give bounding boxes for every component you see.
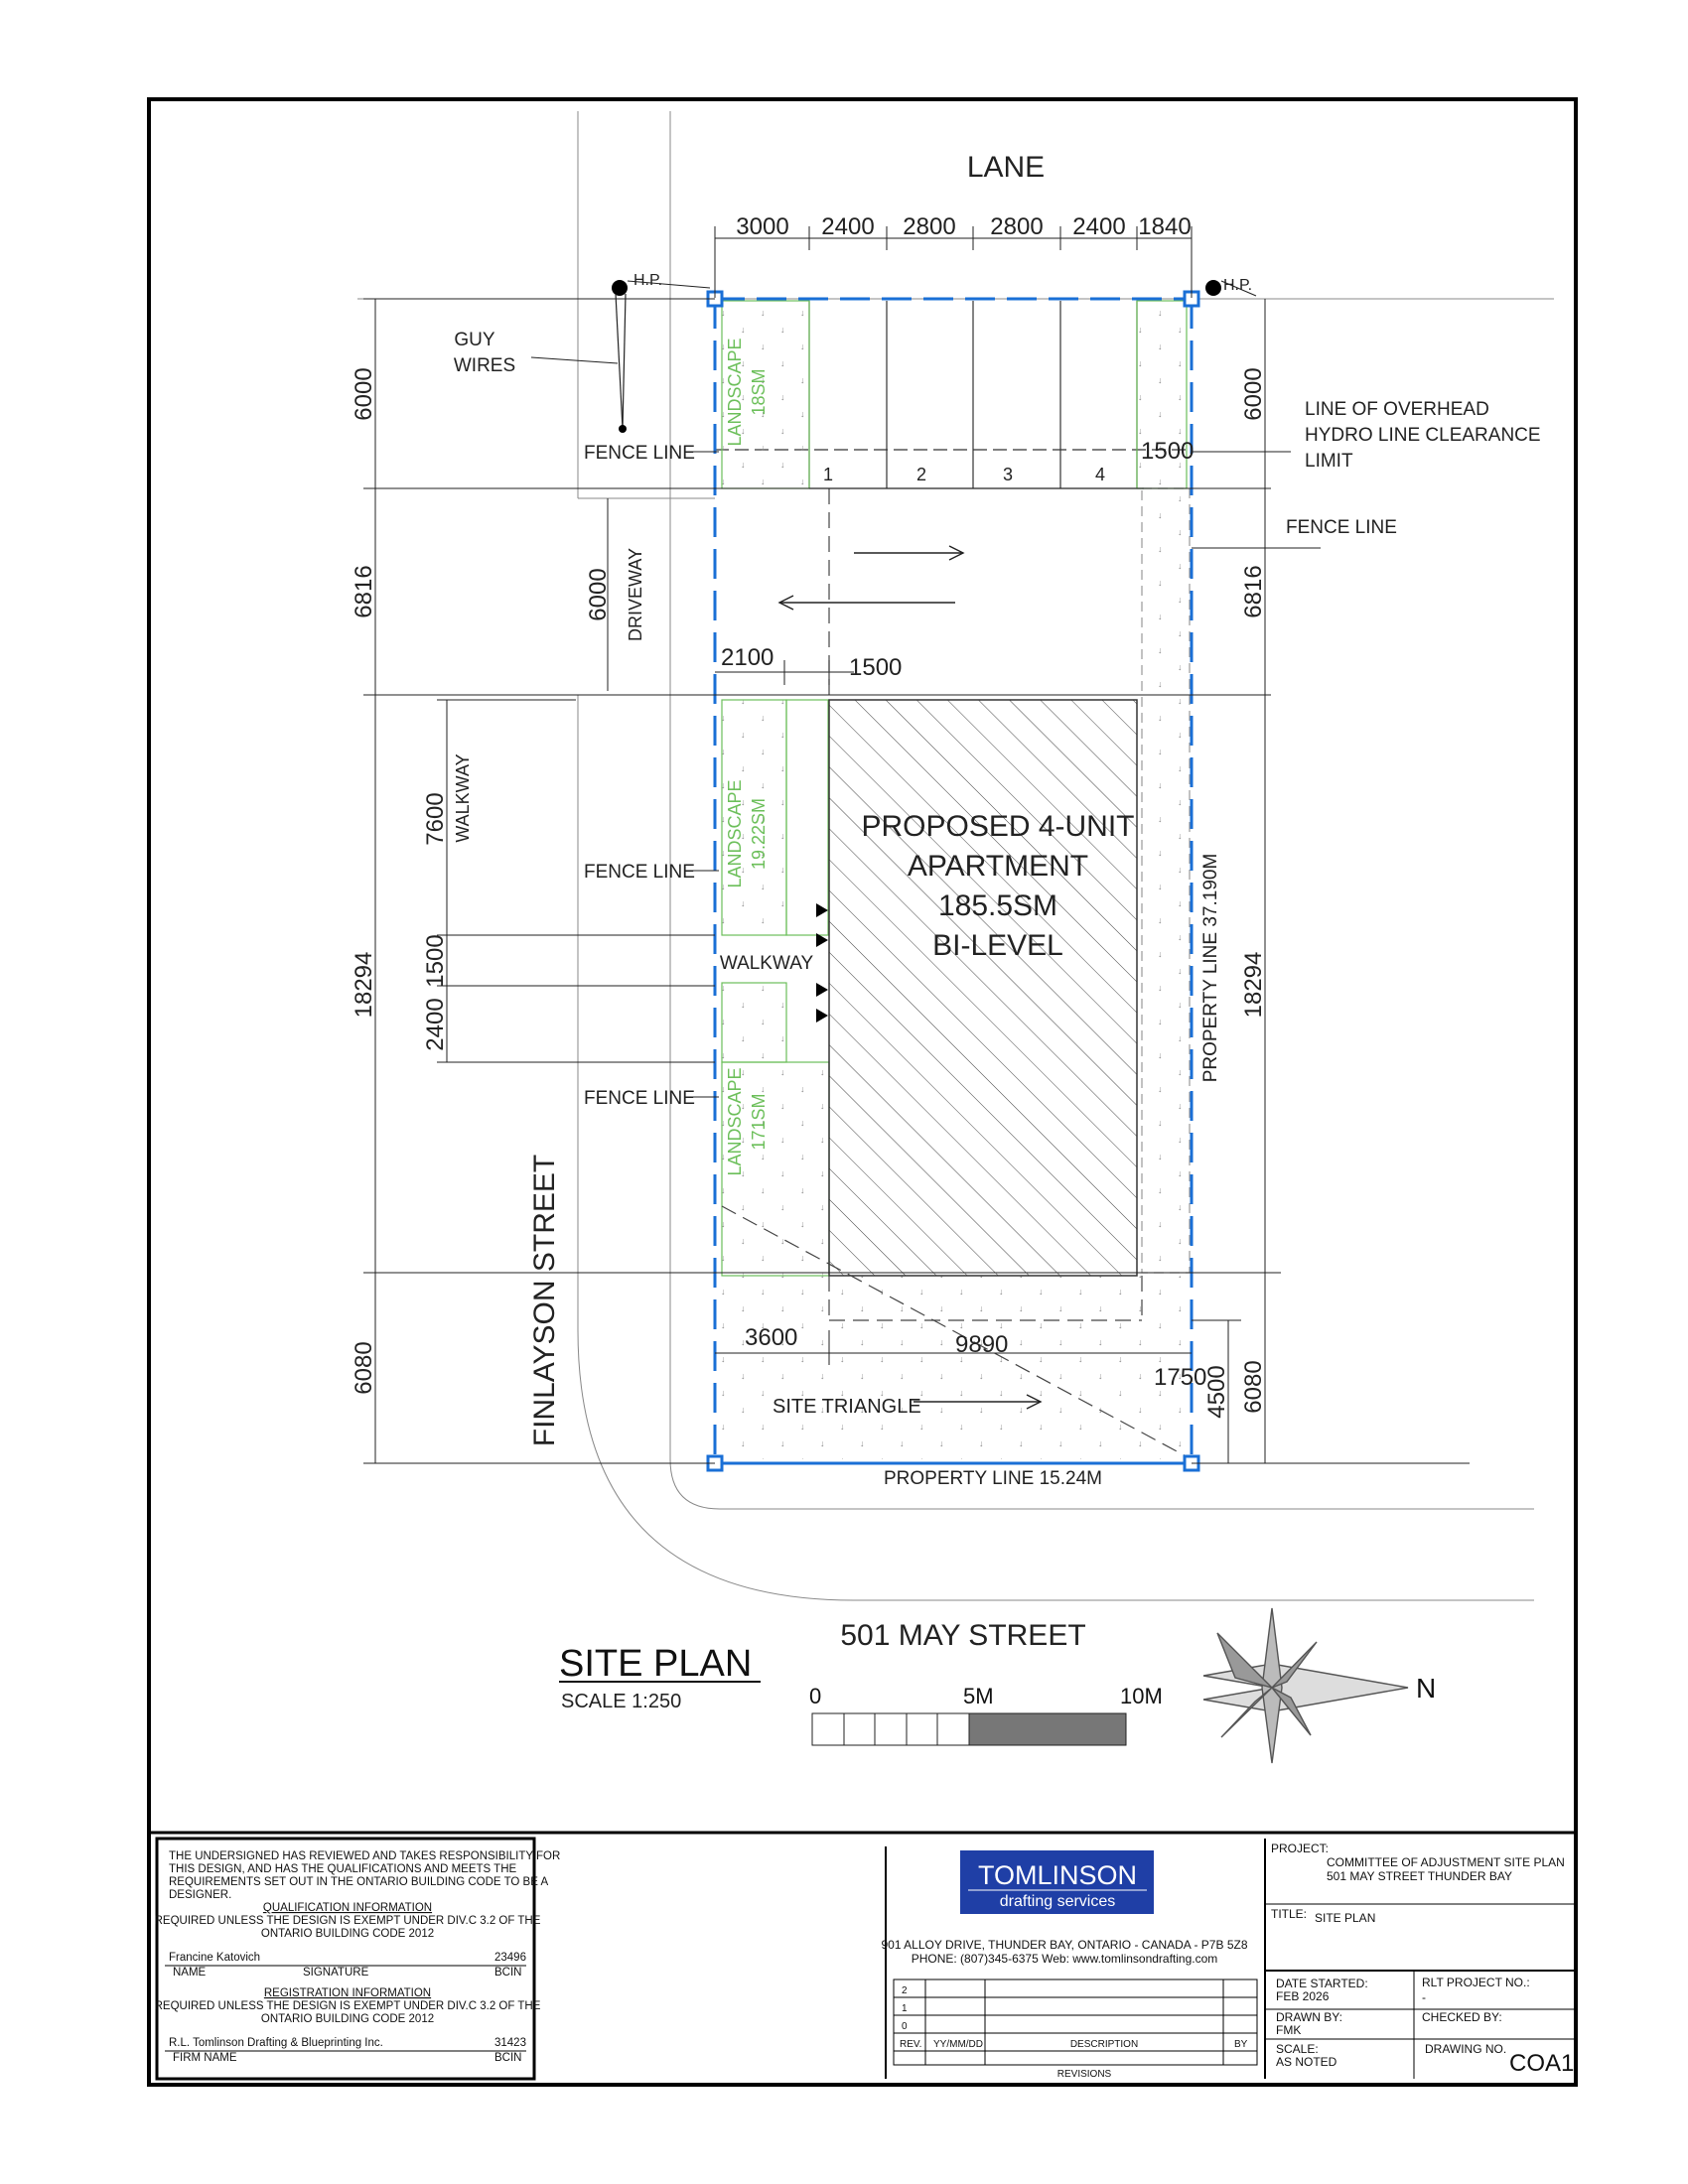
building-label-line3: 185.5SM — [937, 889, 1058, 922]
dim-left-6816: 6816 — [351, 565, 377, 618]
rev-row-0: 0 — [902, 2021, 908, 2032]
property-line-front-label: PROPERTY LINE 15.24M — [883, 1468, 1103, 1489]
site-triangle-label: SITE TRIANGLE — [773, 1396, 921, 1418]
proposed-building — [829, 700, 1137, 1276]
top-dim-5: 2400 — [1072, 213, 1126, 240]
overhead-line-label-1: LINE OF OVERHEAD — [1305, 399, 1489, 420]
drawing-number: COA1 — [1509, 2050, 1575, 2077]
drawn-by-value: FMK — [1276, 2023, 1302, 2037]
scale-label: SCALE 1:250 — [561, 1691, 682, 1712]
qualification-heading: QUALIFICATION INFORMATION — [262, 1902, 433, 1914]
stall-1-label: 1 — [823, 465, 834, 484]
dim-right-18294: 18294 — [1240, 951, 1267, 1019]
dim-1750: 1750 — [1154, 1364, 1207, 1391]
dim-left-1500: 1500 — [422, 934, 449, 988]
qualification-req-1: REQUIRED UNLESS THE DESIGN IS EXEMPT UNDER DIV.C 3.2 OF THE — [154, 1915, 541, 1927]
scale-info-label: SCALE: — [1276, 2042, 1319, 2056]
dim-1500-right: 1500 — [1141, 438, 1195, 465]
entry-arrows — [816, 903, 828, 1023]
top-dim-2: 2400 — [821, 213, 875, 240]
designer-bcin: 23496 — [494, 1952, 526, 1964]
building-label-line2: APARTMENT — [907, 850, 1089, 883]
rev-col-rev: REV. — [900, 2039, 922, 2050]
guy-wires-label-1: GUY — [454, 330, 495, 350]
top-dim-1: 3000 — [736, 213, 789, 240]
top-dim-6: 1840 — [1138, 213, 1192, 240]
revisions-label: REVISIONS — [1056, 2069, 1112, 2080]
building-label-line1: PROPOSED 4-UNIT — [861, 810, 1135, 843]
title-label: TITLE: — [1271, 1907, 1308, 1921]
walkway-vertical-label: WALKWAY — [453, 753, 473, 843]
dim-1500-walk: 1500 — [849, 654, 903, 681]
dim-right-6080: 6080 — [1240, 1360, 1267, 1414]
driveway-label: DRIVEWAY — [626, 547, 645, 642]
fence-line-label-low: FENCE LINE — [584, 1088, 695, 1109]
scale-bar — [812, 1713, 1126, 1745]
landscape-2-name: LANDSCAPE — [725, 779, 745, 888]
may-street-label: 501 MAY STREET — [840, 1619, 1086, 1652]
cert-line-1: THE UNDERSIGNED HAS REVIEWED AND TAKES RESPONSIBILITY FOR — [169, 1850, 561, 1862]
dim-right-4500: 4500 — [1203, 1365, 1230, 1419]
site-plan-title: SITE PLAN — [559, 1643, 753, 1685]
firm-name-label: FIRM NAME — [173, 2052, 237, 2064]
stall-3-label: 3 — [1003, 465, 1014, 484]
hp-right-label: H.P. — [1223, 277, 1253, 294]
registration-req-1: REQUIRED UNLESS THE DESIGN IS EXEMPT UNDER DIV.C 3.2 OF THE — [154, 2000, 541, 2012]
landscape-1-name: LANDSCAPE — [725, 338, 745, 447]
registration-heading: REGISTRATION INFORMATION — [263, 1987, 432, 1999]
logo-top-text: TOMLINSON — [977, 1860, 1138, 1890]
top-dim-4: 2800 — [990, 213, 1044, 240]
property-line-side-label: PROPERTY LINE 37.190M — [1200, 853, 1221, 1083]
dim-right-6816: 6816 — [1240, 565, 1267, 618]
fence-line-label-top: FENCE LINE — [584, 443, 695, 464]
rev-col-by: BY — [1234, 2039, 1248, 2050]
rlt-project-value: - — [1422, 1990, 1426, 2004]
landscape-2-area: 19.22SM — [749, 797, 769, 871]
dim-left-2400: 2400 — [422, 998, 449, 1051]
company-address: 901 ALLOY DRIVE, THUNDER BAY, ONTARIO - CANADA - P7B 5Z8 — [881, 1938, 1248, 1952]
drawn-by-label: DRAWN BY: — [1276, 2010, 1342, 2024]
bcin-label-2: BCIN — [494, 2052, 522, 2064]
fence-line-label-mid: FENCE LINE — [584, 862, 695, 883]
north-label: N — [1416, 1673, 1437, 1704]
finlayson-street-label: FINLAYSON STREET — [528, 1154, 561, 1447]
right-dimension-line — [1192, 299, 1470, 1463]
scale-bar-ten: 10M — [1120, 1684, 1163, 1708]
date-started-value: FEB 2026 — [1276, 1989, 1330, 2003]
dim-left-6080: 6080 — [351, 1341, 377, 1395]
scale-info-value: AS NOTED — [1276, 2055, 1337, 2069]
revisions-table — [894, 1979, 1257, 2065]
hp-left-label: H.P. — [633, 272, 663, 289]
overhead-line-label-3: LIMIT — [1305, 451, 1353, 472]
dim-9890: 9890 — [955, 1331, 1009, 1358]
rev-row-1: 1 — [902, 2003, 908, 2014]
scale-bar-five: 5M — [963, 1684, 994, 1708]
dim-left-18294: 18294 — [351, 951, 377, 1019]
landscape-3-name: LANDSCAPE — [725, 1067, 745, 1176]
bcin-label-1: BCIN — [494, 1967, 522, 1979]
registration-req-2: ONTARIO BUILDING CODE 2012 — [260, 2013, 435, 2025]
name-label: NAME — [173, 1967, 207, 1979]
checked-by-label: CHECKED BY: — [1422, 2010, 1502, 2024]
walkway-label: WALKWAY — [719, 953, 814, 974]
designer-name: Francine Katovich — [169, 1952, 261, 1964]
lane-label: LANE — [966, 151, 1046, 184]
landscape-3-area: 171SM — [749, 1093, 769, 1151]
cert-line-4: DESIGNER. — [169, 1889, 232, 1901]
overhead-line-label-2: HYDRO LINE CLEARANCE — [1305, 425, 1541, 446]
rev-row-2: 2 — [902, 1985, 908, 1996]
project-line-1: COMMITTEE OF ADJUSTMENT SITE PLAN — [1327, 1855, 1565, 1869]
rev-col-desc: DESCRIPTION — [1069, 2039, 1139, 2050]
dim-driveway-6000: 6000 — [585, 568, 612, 621]
project-line-2: 501 MAY STREET THUNDER BAY — [1327, 1869, 1512, 1883]
dim-3600: 3600 — [745, 1324, 798, 1351]
drawing-no-label: DRAWING NO. — [1425, 2042, 1507, 2056]
rev-col-date: YY/MM/DD — [933, 2039, 983, 2050]
north-arrow-icon — [1203, 1608, 1408, 1763]
signature-label: SIGNATURE — [303, 1967, 369, 1979]
dim-left-6000: 6000 — [351, 367, 377, 421]
logo-bottom-text: drafting services — [999, 1893, 1116, 1910]
rlt-project-label: RLT PROJECT NO.: — [1422, 1976, 1530, 1989]
dim-2100: 2100 — [721, 644, 774, 671]
building-label-line4: BI-LEVEL — [932, 929, 1063, 962]
firm-name: R.L. Tomlinson Drafting & Blueprinting Inc. — [169, 2037, 383, 2049]
qualification-req-2: ONTARIO BUILDING CODE 2012 — [260, 1928, 435, 1940]
date-started-label: DATE STARTED: — [1276, 1977, 1368, 1990]
stall-2-label: 2 — [916, 465, 927, 484]
fence-line-label-right: FENCE LINE — [1286, 517, 1397, 538]
cert-line-2: THIS DESIGN, AND HAS THE QUALIFICATIONS AND MEETS THE — [169, 1863, 517, 1875]
guy-wires-label-2: WIRES — [453, 355, 516, 376]
landscape-1-area: 18SM — [749, 368, 769, 416]
cert-line-3: REQUIREMENTS SET OUT IN THE ONTARIO BUILDING CODE TO BE A — [169, 1876, 549, 1888]
stall-4-label: 4 — [1095, 465, 1106, 484]
guy-wires-leader — [531, 357, 618, 363]
project-label: PROJECT: — [1271, 1842, 1330, 1855]
dim-right-6000: 6000 — [1240, 367, 1267, 421]
top-dim-3: 2800 — [903, 213, 956, 240]
title-value: SITE PLAN — [1315, 1911, 1376, 1925]
firm-bcin: 31423 — [494, 2037, 526, 2049]
dim-left-7600: 7600 — [422, 792, 449, 846]
scale-bar-zero: 0 — [809, 1684, 822, 1708]
company-phone: PHONE: (807)345-6375 Web: www.tomlinsondrafting.com — [911, 1952, 1218, 1966]
